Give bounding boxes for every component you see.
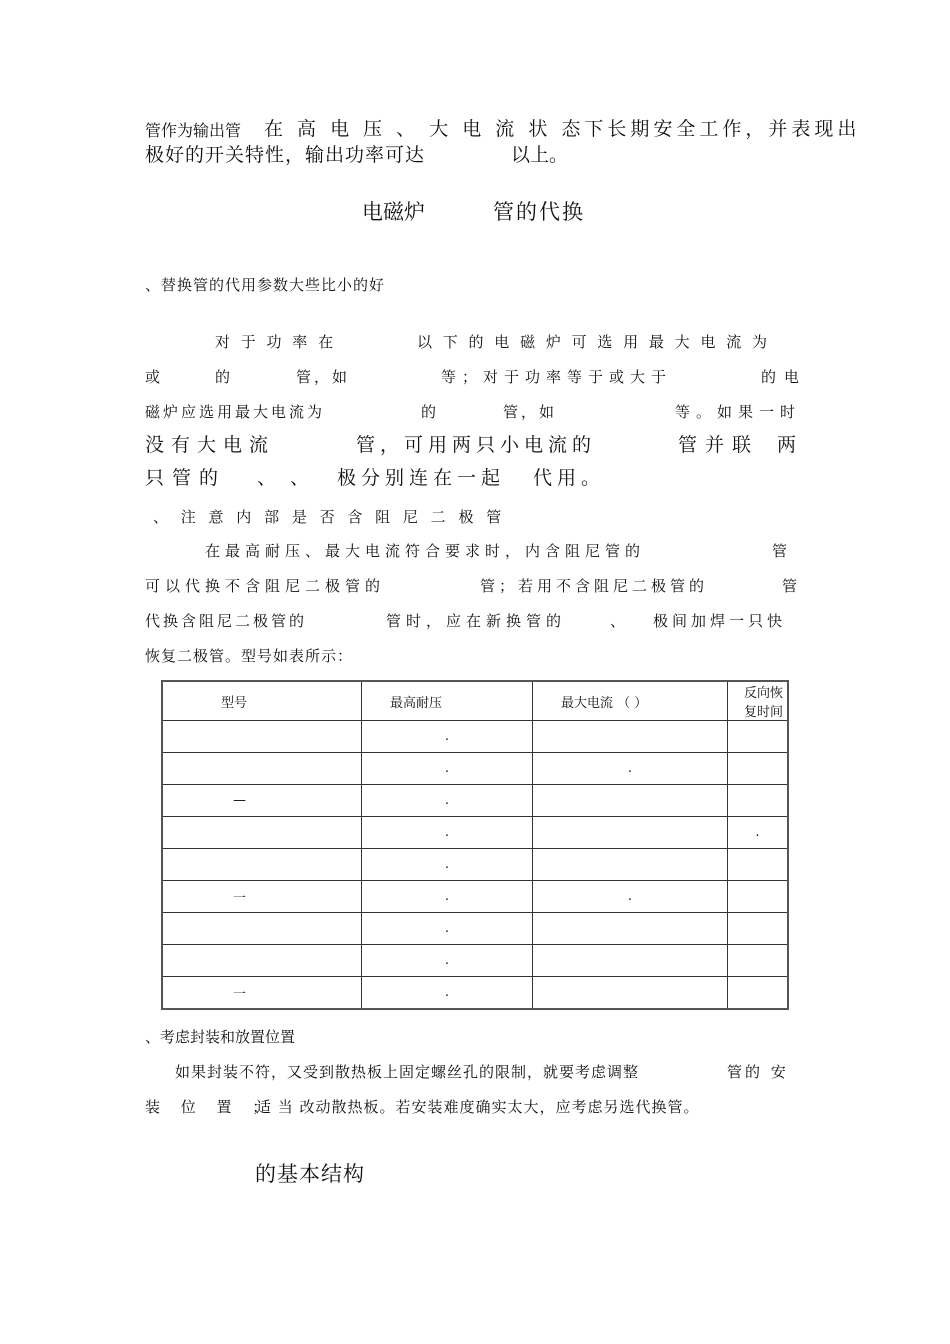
table-cell-model: 一 <box>162 881 362 913</box>
table-cell-max-current <box>533 785 728 817</box>
table-cell-max-voltage: . <box>362 913 533 945</box>
s1-line3-a: 磁炉应选用最大电流为 <box>145 403 326 421</box>
table-cell-model <box>162 849 362 881</box>
s2-line1-b: 管 <box>772 542 788 560</box>
table-header-max-voltage: 最高耐压 <box>362 681 533 721</box>
para1-line1-prefix: 管作为输出管 <box>145 121 242 140</box>
s1-line1-b: 以 下 的 电 磁 炉 可 选 用 最 大 电 流 为 <box>417 333 770 351</box>
table-cell-recovery-time <box>728 785 789 817</box>
s2-line3-a: 代换含阻尼二极管的 <box>145 612 308 630</box>
table-cell-max-voltage: . <box>362 945 533 977</box>
table-row <box>162 881 788 913</box>
table-cell-max-current <box>533 977 728 1010</box>
table-cell-max-current <box>533 913 728 945</box>
s2-line2-a: 可以代换不含阻尼二极管的 <box>145 577 386 595</box>
table-cell-max-current <box>533 817 728 849</box>
table-cell-max-voltage: . <box>362 785 533 817</box>
table-cell-recovery-time <box>728 977 789 1010</box>
s1-line5-d: 极分别连在一起 <box>337 467 506 489</box>
table-cell-recovery-time <box>728 913 789 945</box>
table-row <box>162 785 788 817</box>
para1-line1-main: 在 高 电 压 、 大 电 流 状 态下长期安全工作，并表现出 <box>264 118 861 140</box>
table-row <box>162 913 788 945</box>
s3-line2-a: 装 位 置 ； <box>145 1098 276 1116</box>
table-cell-max-current <box>533 945 728 977</box>
table-cell-max-voltage: . <box>362 817 533 849</box>
s1-line1-a: 对 于 功 率 在 <box>215 333 337 351</box>
s1-line2-e: 的电 <box>761 368 808 386</box>
s2-line3-b: 管时，应在新换管的 <box>386 612 567 630</box>
s1-line4-d: 两 <box>777 434 797 456</box>
table-cell-model: 一 <box>162 977 362 1010</box>
para1-line2-a: 极好的开关特性，输出功率可达 <box>145 144 426 166</box>
s2-line2-b: 管；若用不含阻尼二极管的 <box>480 577 709 595</box>
table-header-model: 型号 <box>162 681 362 721</box>
section-title-structure: 的基本结构 <box>255 1162 365 1186</box>
table-row <box>162 721 788 753</box>
s2-line4: 恢复二极管。型号如表所示： <box>145 647 354 665</box>
table-cell-max-voltage: . <box>362 721 533 753</box>
table-header-max-current: 最大电流 （ ） <box>533 681 728 721</box>
table-header-row <box>162 681 788 721</box>
table-cell-recovery-time <box>728 849 789 881</box>
s2-line1-a: 在最高耐压、最大电流符合要求时，内含阻尼管的 <box>205 542 646 560</box>
diode-spec-table <box>161 680 789 1010</box>
s1-line5-a: 只管的 <box>145 467 227 489</box>
table-cell-model <box>162 817 362 849</box>
table-cell-recovery-time <box>728 721 789 753</box>
s1-line4-a: 没有大电流 <box>145 434 276 456</box>
s1-line2-d: 等；对于功率等于或大于 <box>441 368 673 386</box>
section3-heading: 、考虑封装和放置位置 <box>145 1028 296 1046</box>
s1-line2-c: 管，如 <box>296 368 351 386</box>
section-title-a: 电磁炉 <box>362 200 425 224</box>
s1-line3-c: 管，如 <box>503 403 558 421</box>
table-cell-model: — <box>162 785 362 817</box>
table-cell-max-voltage: . <box>362 881 533 913</box>
section2-heading: 、 注 意 内 部 是 否 含 阻 尼 二 极 管 <box>153 508 506 526</box>
table-cell-model <box>162 753 362 785</box>
table-cell-model <box>162 945 362 977</box>
table-cell-model <box>162 913 362 945</box>
table-row <box>162 849 788 881</box>
s3-line1-b: 管的 安 <box>727 1063 789 1081</box>
table-cell-max-current <box>533 721 728 753</box>
table-cell-recovery-time <box>728 881 789 913</box>
s2-line3-c: 、 <box>610 612 626 630</box>
s1-line5-c: 、 <box>290 467 310 489</box>
s1-line3-b: 的 <box>421 403 437 421</box>
para1-line2-b: 以上。 <box>511 144 569 166</box>
table-cell-model <box>162 721 362 753</box>
s3-line2-b: 适 当 改动散热板。若安装难度确实太大，应考虑另选代换管。 <box>256 1098 700 1116</box>
s2-line2-c: 管 <box>782 577 798 595</box>
table-cell-max-voltage: . <box>362 849 533 881</box>
s1-line5-e: 代用。 <box>533 467 606 489</box>
table-row <box>162 753 788 785</box>
s3-line1-a: 如果封装不符，又受到散热板上固定螺丝孔的限制，就要考虑调整 <box>175 1063 640 1081</box>
s1-line5-b: 、 <box>257 467 277 489</box>
s1-line4-b: 管，可用两只小电流的 <box>356 434 597 456</box>
table-cell-recovery-time: . <box>728 817 789 849</box>
table-row <box>162 817 788 849</box>
s1-line3-d: 等。如果一时 <box>675 403 802 421</box>
section1-heading: 、替换管的代用参数大些比小的好 <box>145 276 386 294</box>
s2-line3-d: 极间加焊一只快 <box>653 612 787 630</box>
table-cell-max-voltage: . <box>362 753 533 785</box>
table-row <box>162 977 788 1010</box>
table-cell-max-current: . <box>533 881 728 913</box>
table-cell-max-current <box>533 849 728 881</box>
table-row <box>162 945 788 977</box>
table-cell-recovery-time <box>728 753 789 785</box>
table-header-recovery-time: 反向恢复时间 <box>728 681 789 721</box>
s1-line4-c: 管并联 <box>678 434 760 456</box>
s1-line2-b: 的 <box>215 368 231 386</box>
table-cell-recovery-time <box>728 945 789 977</box>
table-cell-max-voltage: . <box>362 977 533 1010</box>
section-title-b: 管的代换 <box>493 200 585 224</box>
s1-line2-a: 或 <box>145 368 161 386</box>
table-cell-max-current: . <box>533 753 728 785</box>
